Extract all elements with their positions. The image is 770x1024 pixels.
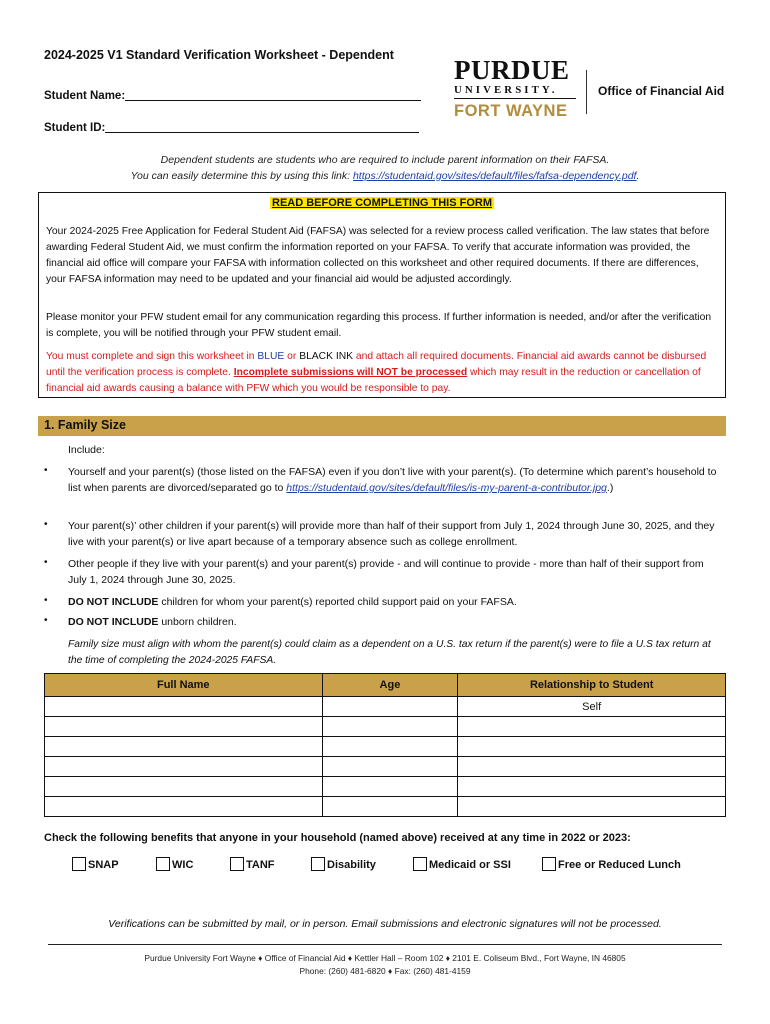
- checkbox[interactable]: [311, 857, 325, 871]
- parent-contributor-link[interactable]: https://studentaid.gov/sites/default/files/is-my-parent-a-contributor.jpg: [286, 482, 607, 494]
- bullet-exclude-unborn: DO NOT INCLUDE unborn children.: [68, 616, 237, 628]
- benefits-question: Check the following benefits that anyone in your household (named above) received at any time in 2022 or 2023:: [44, 832, 631, 844]
- bullet-marker: •: [44, 595, 48, 606]
- student-name-field[interactable]: [125, 88, 421, 101]
- checkbox[interactable]: [156, 857, 170, 871]
- student-name-row: [44, 88, 421, 102]
- benefit-disability[interactable]: Disability: [311, 857, 376, 871]
- benefit-wic[interactable]: WIC: [156, 857, 193, 871]
- bullet-other-children: Your parent(s)’ other children if your parent(s) will provide more than half of their support from July 1, 2024 through June 30, 2025, and they live with your parent(s) or live apart because of a temporary absence such as college enrollment.: [68, 520, 715, 548]
- incomplete-warning: Incomplete submissions will NOT be processed: [233, 367, 468, 378]
- full-name-cell[interactable]: [45, 717, 323, 737]
- age-cell[interactable]: [322, 797, 458, 817]
- section-title: 1. Family Size: [44, 418, 126, 432]
- relationship-cell[interactable]: [458, 737, 726, 757]
- logo-university: UNIVERSITY.: [454, 83, 576, 99]
- verification-paragraph: Your 2024-2025 Free Application for Federal Student Aid (FAFSA) was selected for a review process called verification. The law states that before awarding Federal Student Aid, we must confirm the information reported on your FAFSA. To verify that accurate information was provided, the financial aid office will compare your FAFSA with information collected on this worksheet and other required documents. If there are differences, your FAFSA information may need to be updated and your financial aid would be adjusted accordingly.: [46, 226, 710, 285]
- bullet-other-people: Other people if they live with your parent(s) and your parent(s) provide - and will continue to provide - more than half of their support from July 1, 2024 through June 30, 2025.: [68, 558, 704, 586]
- column-age: Age: [322, 674, 458, 697]
- full-name-cell[interactable]: [45, 797, 323, 817]
- student-id-field[interactable]: [105, 120, 419, 133]
- table-row: [45, 717, 726, 737]
- full-name-cell[interactable]: [45, 757, 323, 777]
- table-row: [45, 777, 726, 797]
- relationship-cell[interactable]: [458, 757, 726, 777]
- student-id-row: [44, 120, 419, 134]
- logo-divider: [586, 70, 587, 114]
- column-relationship: Relationship to Student: [458, 674, 726, 697]
- age-cell[interactable]: [322, 697, 458, 717]
- bullet-marker: •: [44, 519, 48, 530]
- table-row: [45, 797, 726, 817]
- intro-prefix: You can easily determine this by using this link:: [130, 170, 353, 182]
- family-size-note: Family size must align with whom the parent(s) could claim as a dependent on a U.S. tax return if the parent(s) were to file a U.S tax return at the time of completing the 2024-2025 FAFSA.: [68, 639, 711, 666]
- benefit-tanf[interactable]: TANF: [230, 857, 275, 871]
- age-cell[interactable]: [322, 777, 458, 797]
- footer-divider: [48, 944, 722, 945]
- age-cell[interactable]: [322, 737, 458, 757]
- full-name-cell[interactable]: [45, 697, 323, 717]
- checkbox[interactable]: [542, 857, 556, 871]
- household-table: [44, 673, 726, 817]
- ink-warning-paragraph: You must complete and sign this worksheet in BLUE or BLACK INK and attach all required documents. Financial aid awards cannot be disbursed until the verification process is complete. Incomplete submissions will NOT be processed which may result in the reduction or cancellation of financial aid awards causing a balance with PFW which you would be responsible to pay.: [46, 351, 707, 394]
- email-paragraph: Please monitor your PFW student email for any communication regarding this process. If further information is needed, and/or after the verification is complete, you will be notified through your PFW student email.: [46, 312, 712, 339]
- checkbox[interactable]: [72, 857, 86, 871]
- full-name-cell[interactable]: [45, 737, 323, 757]
- checkbox[interactable]: [413, 857, 427, 871]
- dependency-intro: [60, 152, 710, 184]
- relationship-cell: Self: [458, 697, 726, 717]
- relationship-cell[interactable]: [458, 797, 726, 817]
- checkbox[interactable]: [230, 857, 244, 871]
- relationship-cell[interactable]: [458, 717, 726, 737]
- bullet-yourself: Yourself and your parent(s) (those listed on the FAFSA) even if you don’t live with your parent(s). (To determine which parent’s household to list when parents are divorced/separated go to https://studentaid.gov/sites/default/files/is-my-parent-a-contributor.jpg.): [68, 466, 717, 494]
- worksheet-title: 2024-2025 V1 Standard Verification Worksheet - Dependent: [44, 48, 394, 62]
- table-row: [45, 737, 726, 757]
- intro-line-2: [60, 168, 710, 184]
- age-cell[interactable]: [322, 717, 458, 737]
- intro-line-1: Dependent students are students who are required to include parent information on their FAFSA.: [160, 154, 610, 166]
- bullet-marker: •: [44, 557, 48, 568]
- relationship-cell[interactable]: [458, 777, 726, 797]
- bullet-marker: •: [44, 465, 48, 476]
- purdue-fort-wayne-logo: [454, 55, 576, 121]
- office-name: Office of Financial Aid: [598, 84, 725, 98]
- include-label: Include:: [68, 444, 105, 456]
- section-family-size: [38, 416, 726, 436]
- read-before-box: [38, 192, 726, 398]
- table-row: [45, 757, 726, 777]
- footer-phone: Phone: (260) 481-6820 ♦ Fax: (260) 481-4159: [299, 966, 471, 976]
- logo-fort-wayne: FORT WAYNE: [454, 102, 568, 120]
- age-cell[interactable]: [322, 757, 458, 777]
- footer-contact: [40, 952, 730, 978]
- table-row: [45, 697, 726, 717]
- submission-note: Verifications can be submitted by mail, or in person. Email submissions and electronic signatures will not be processed.: [108, 918, 662, 930]
- full-name-cell[interactable]: [45, 777, 323, 797]
- bullet-exclude-child-support: DO NOT INCLUDE children for whom your parent(s) reported child support paid on your FAFSA.: [68, 596, 517, 608]
- logo-purdue: PURDUE: [454, 55, 570, 85]
- benefit-medicaid-ssi[interactable]: Medicaid or SSI: [413, 857, 511, 871]
- bullet-marker: •: [44, 615, 48, 626]
- dependency-link[interactable]: https://studentaid.gov/sites/default/files/fafsa-dependency.pdf: [352, 170, 637, 182]
- column-full-name: Full Name: [45, 674, 323, 697]
- benefit-snap[interactable]: SNAP: [72, 857, 119, 871]
- footer-address: Purdue University Fort Wayne ♦ Office of Financial Aid ♦ Kettler Hall – Room 102 ♦ 2101 E. Coliseum Blvd., Fort Wayne, IN 46805: [144, 953, 626, 963]
- student-name-label: Student Name:: [44, 90, 126, 102]
- student-id-label: Student ID:: [44, 122, 106, 134]
- intro-suffix: .: [636, 170, 640, 182]
- read-before-heading: READ BEFORE COMPLETING THIS FORM: [272, 197, 492, 209]
- benefit-free-lunch[interactable]: Free or Reduced Lunch: [542, 857, 681, 871]
- table-header-row: [45, 674, 726, 697]
